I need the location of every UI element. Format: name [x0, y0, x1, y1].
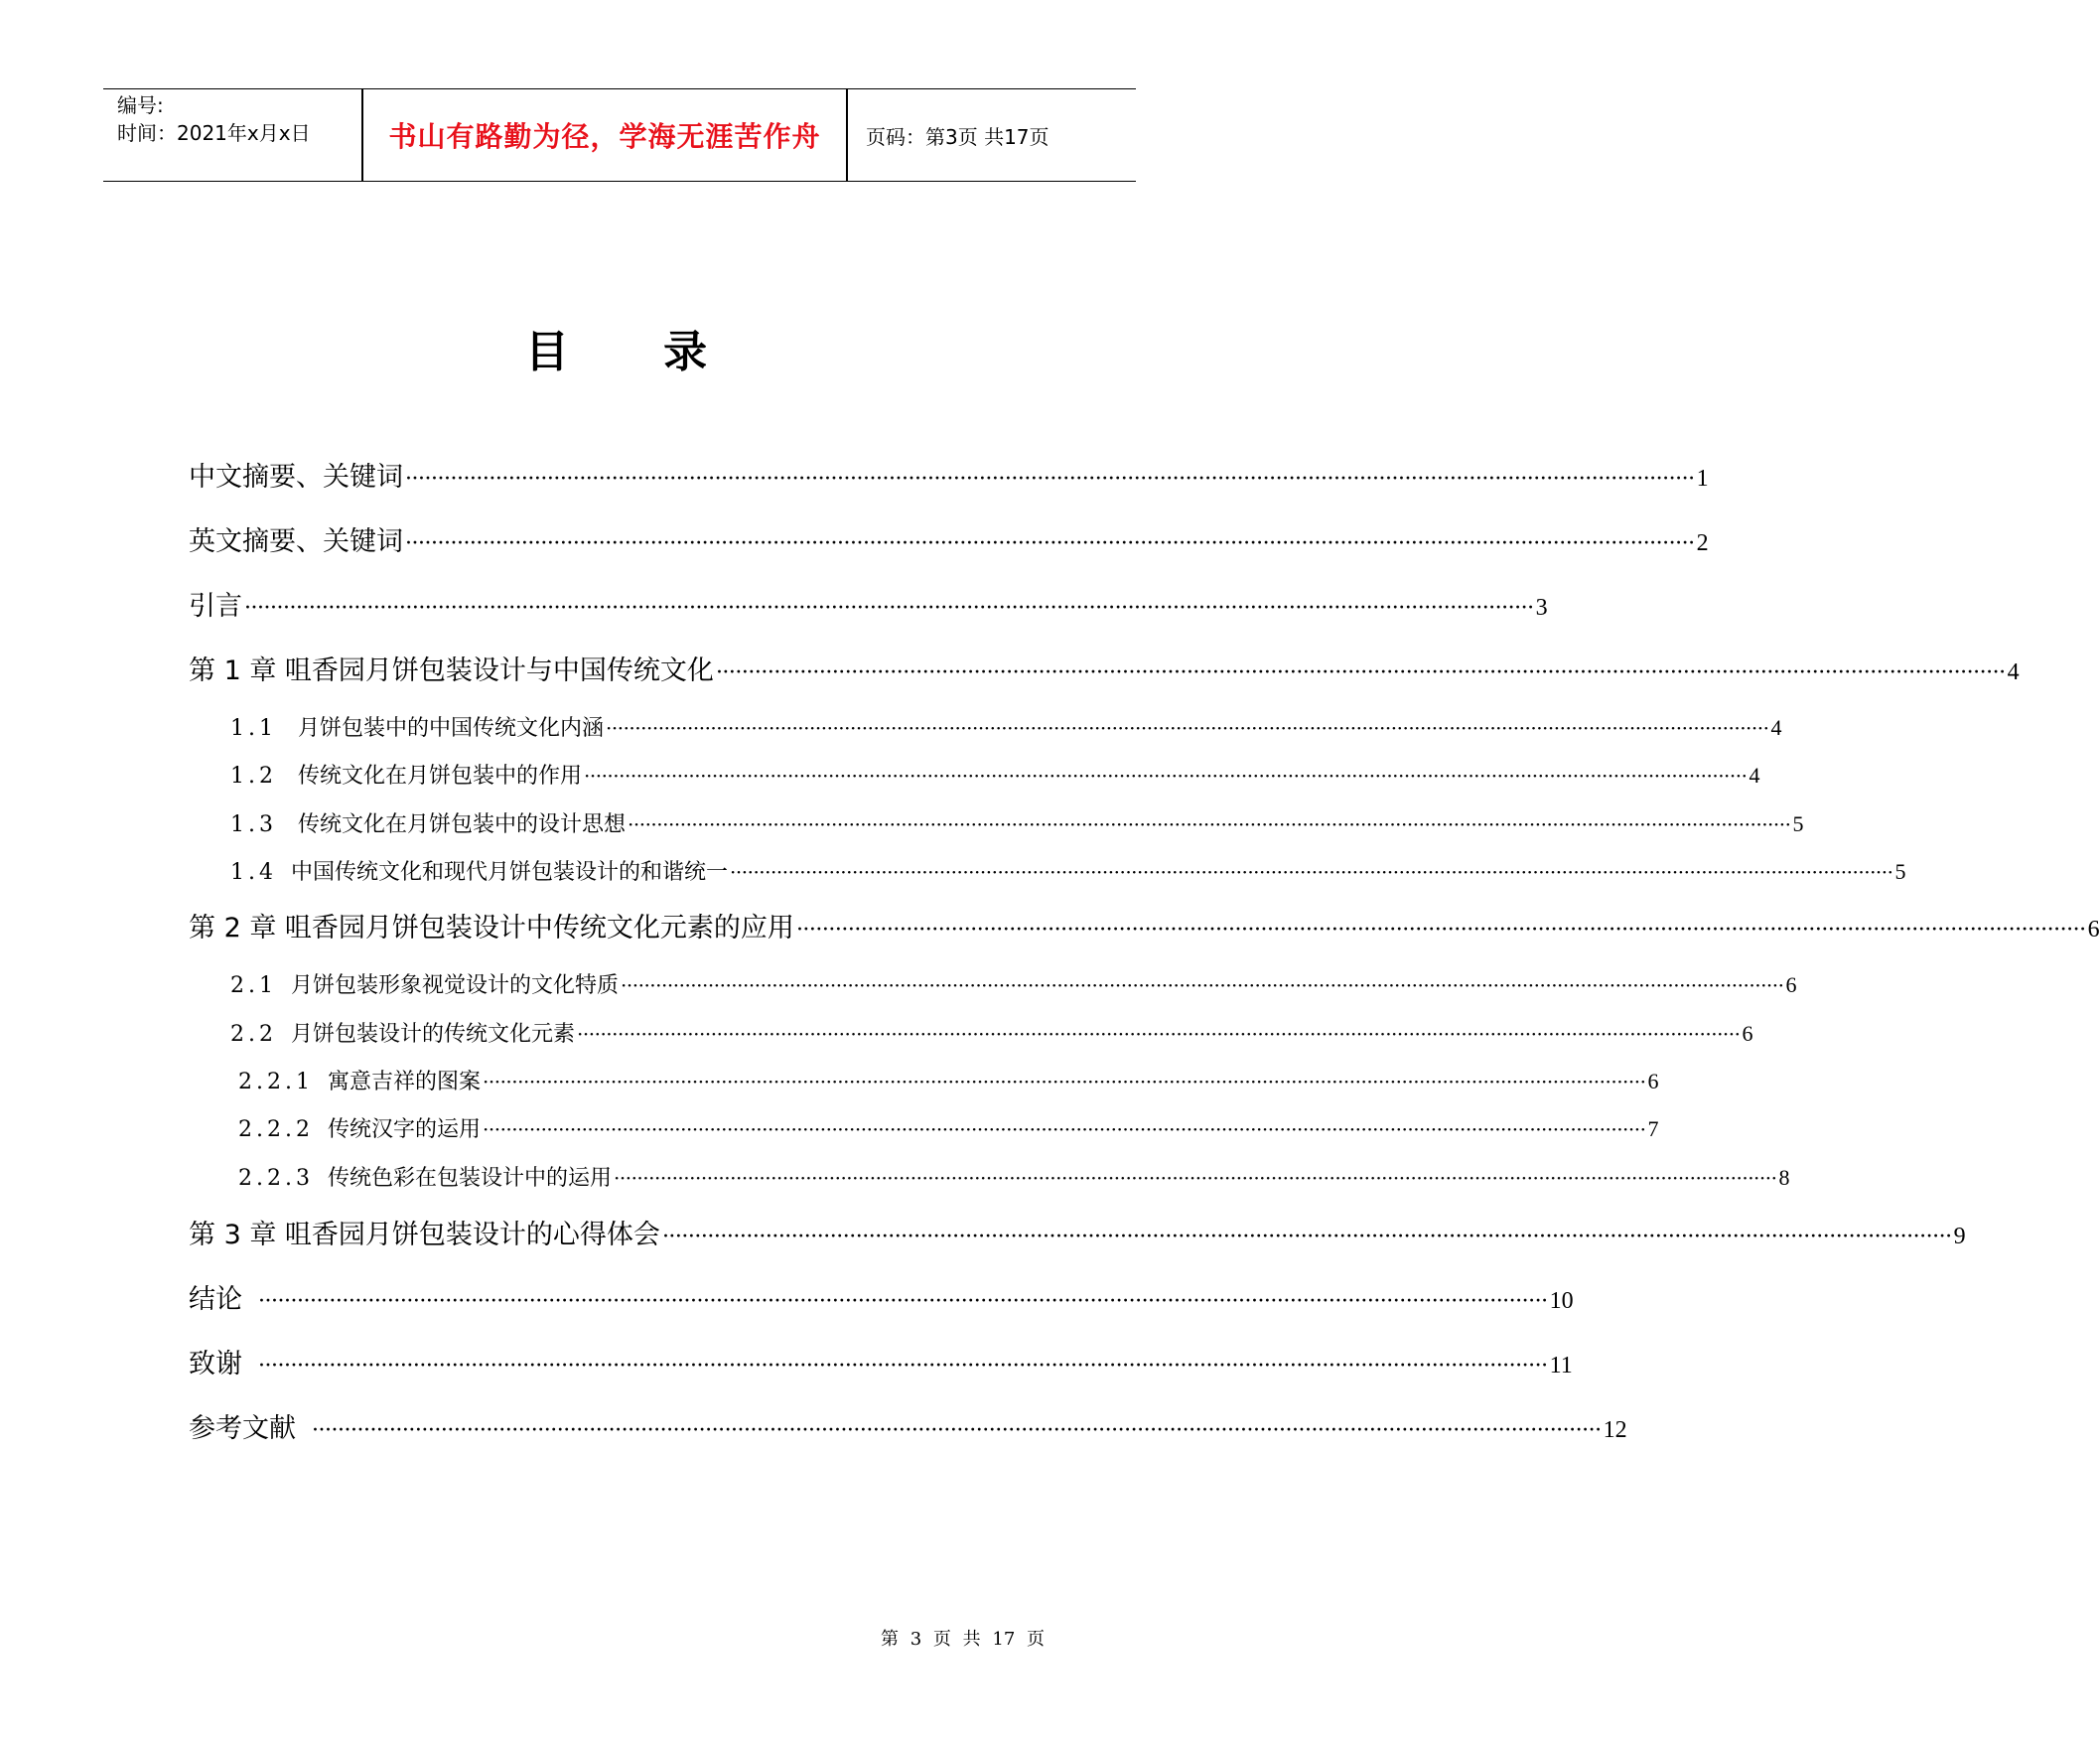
toc-entry-label: 传统文化在月饼包装中的设计思想: [297, 812, 626, 837]
header-motto: 书山有路勤为径，学海无涯苦作舟: [388, 120, 821, 153]
toc-entry-text: [230, 855, 728, 886]
toc-section-entry[interactable]: [189, 807, 1804, 838]
toc-leader-dots: ········································································································································································································: [258, 1289, 1548, 1314]
toc-entry-page: 7: [1647, 1116, 1659, 1141]
toc-entry[interactable]: [189, 1406, 1627, 1445]
toc-entry-page: 6: [1647, 1069, 1659, 1093]
toc-section-number: 1.3: [230, 812, 277, 837]
toc-entry-text: [230, 711, 604, 742]
toc-leader-dots: ········································································································································································································: [577, 1022, 1741, 1046]
toc-entry-page: 5: [1894, 859, 1906, 884]
toc-leader-dots: ········································································································································································································: [730, 860, 1893, 884]
toc-entry-label: 英文摘要、关键词: [189, 526, 403, 557]
toc-entry-page: 5: [1792, 811, 1804, 836]
toc-entry-text: [238, 1112, 481, 1143]
toc-section-entry[interactable]: [189, 855, 1906, 886]
toc-entry-page: 4: [2007, 659, 2020, 685]
toc-entry-label: 结论: [189, 1284, 242, 1315]
toc-chapter-entry[interactable]: [189, 906, 2100, 944]
toc-entry-label: 第 1 章 咀香园月饼包装设计与中国传统文化: [189, 655, 714, 686]
toc-leader-dots: ········································································································································································································: [405, 467, 1695, 492]
toc-entry-text: [230, 759, 582, 790]
date-label: 时间：2021年x月x日: [117, 121, 311, 145]
toc-entry-page: 10: [1549, 1288, 1574, 1314]
toc-leader-dots: ········································································································································································································: [628, 812, 1791, 836]
toc-section-entry[interactable]: [189, 968, 1797, 999]
toc-chapter-entry[interactable]: [189, 1213, 1966, 1251]
toc-section-number: 1.1: [230, 716, 277, 741]
header-divider-right: [846, 89, 848, 181]
toc-section-number: 2.2.2: [238, 1117, 314, 1142]
toc-leader-dots: ········································································································································································································: [621, 973, 1784, 997]
toc-entry-label: 月饼包装形象视觉设计的文化特质: [291, 973, 620, 998]
toc-section-number: 2.1: [230, 973, 277, 998]
toc-entry-text: [230, 1017, 575, 1048]
toc-entry-label: 传统色彩在包装设计中的运用: [327, 1166, 612, 1191]
toc-entry-page: 11: [1549, 1353, 1573, 1379]
toc-entry[interactable]: [189, 519, 1709, 558]
toc-entry-label: 参考文献: [189, 1413, 296, 1444]
header-meta: [117, 91, 311, 147]
toc-leader-dots: ········································································································································································································: [244, 596, 1534, 621]
serial-number-label: 编号:: [117, 93, 164, 117]
toc-leader-dots: ········································································································································································································: [584, 764, 1748, 788]
toc-section-number: 2.2.1: [238, 1070, 314, 1094]
toc-entry[interactable]: [189, 455, 1709, 494]
toc-section-number: 2.2.3: [238, 1166, 314, 1191]
toc-leader-dots: ········································································································································································································: [715, 660, 2006, 685]
toc-leader-dots: ········································································································································································································: [405, 531, 1695, 556]
toc-chapter-entry[interactable]: [189, 649, 2020, 687]
toc-section-number: 1.4: [230, 860, 277, 885]
toc-leader-dots: ········································································································································································································: [483, 1117, 1646, 1141]
toc-subsection-entry[interactable]: [189, 1161, 1790, 1192]
toc-leader-dots: ········································································································································································································: [614, 1166, 1777, 1190]
toc-entry[interactable]: [189, 1277, 1574, 1316]
toc-entry-label: 中国传统文化和现代月饼包装设计的和谐统一: [291, 860, 729, 885]
toc-subsection-entry[interactable]: [189, 1065, 1659, 1095]
toc-entry-page: 1: [1696, 466, 1709, 492]
toc-entry-page: 3: [1535, 595, 1548, 621]
toc-entry[interactable]: [189, 1342, 1573, 1380]
toc-entry-text: [230, 968, 619, 999]
toc-entry-label: 中文摘要、关键词: [189, 462, 403, 493]
toc-section-number: 1.2: [230, 764, 277, 789]
toc-entry-page: 6: [2087, 917, 2100, 943]
toc-entry-label: 引言: [189, 591, 242, 622]
toc-subsection-entry[interactable]: [189, 1112, 1659, 1143]
toc-entry-label: 寓意吉祥的图案: [327, 1070, 481, 1094]
toc-entry-label: 致谢: [189, 1349, 242, 1379]
toc-entry-page: 4: [1770, 715, 1782, 740]
toc-leader-dots: ········································································································································································································: [483, 1070, 1646, 1093]
toc-entry-label: 第 2 章 咀香园月饼包装设计中传统文化元素的应用: [189, 913, 794, 944]
toc-entry-page: 6: [1785, 972, 1797, 997]
page-header: [103, 88, 1136, 182]
page-footer: 第 3 页 共 17 页: [881, 1629, 1045, 1650]
toc-section-number: 2.2: [230, 1022, 277, 1047]
toc-entry-label: 月饼包装设计的传统文化元素: [291, 1022, 576, 1047]
toc-entry-text: [238, 1161, 612, 1192]
toc-section-entry[interactable]: [189, 759, 1760, 790]
toc-entry-text: [238, 1065, 481, 1095]
toc-leader-dots: ········································································································································································································: [661, 1225, 1952, 1249]
toc-entry-text: [230, 807, 626, 838]
toc-section-entry[interactable]: [189, 711, 1782, 742]
toc-entry-page: 4: [1749, 763, 1760, 788]
toc-entry-label: 第 3 章 咀香园月饼包装设计的心得体会: [189, 1220, 660, 1250]
toc-entry-page: 6: [1742, 1021, 1753, 1046]
toc-section-entry[interactable]: [189, 1017, 1753, 1048]
toc-leader-dots: ········································································································································································································: [606, 716, 1769, 740]
toc-entry-label: 月饼包装中的中国传统文化内涵: [297, 716, 604, 741]
header-page-number: 页码：第3页 共17页: [866, 124, 1050, 149]
toc-entry-label: 传统汉字的运用: [327, 1117, 481, 1142]
toc-entry-page: 2: [1696, 530, 1709, 556]
toc-leader-dots: ········································································································································································································: [258, 1354, 1548, 1379]
toc-entry-page: 9: [1953, 1224, 1966, 1249]
toc-leader-dots: ········································································································································································································: [312, 1418, 1602, 1443]
toc-entry-page: 8: [1778, 1165, 1790, 1190]
toc-entry-page: 12: [1603, 1417, 1627, 1443]
toc-title: 目 录: [524, 327, 748, 377]
toc-entry[interactable]: [189, 584, 1548, 623]
toc-entry-label: 传统文化在月饼包装中的作用: [297, 764, 582, 789]
toc-leader-dots: ········································································································································································································: [795, 918, 2086, 943]
